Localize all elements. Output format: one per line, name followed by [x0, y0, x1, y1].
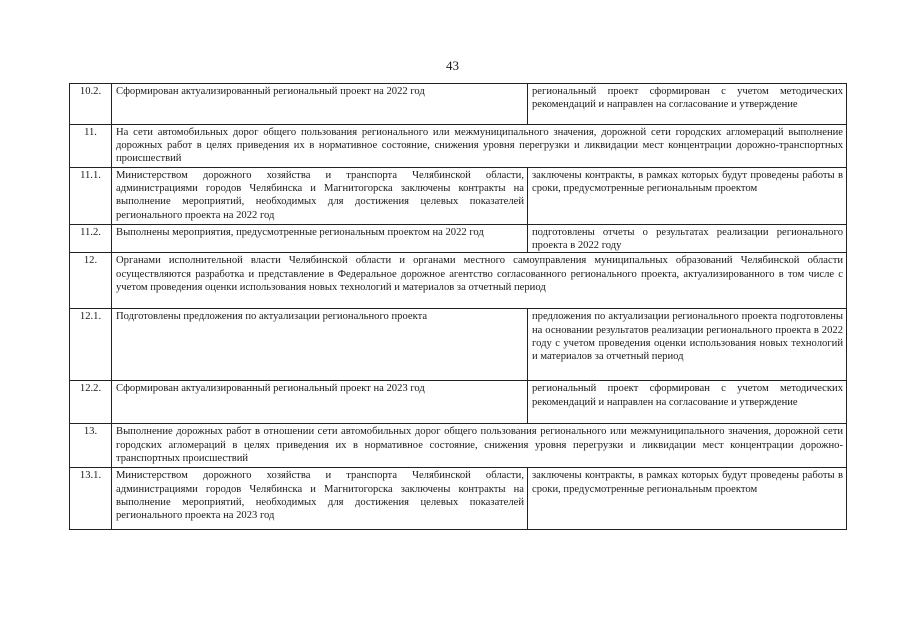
row-task: Выполнение дорожных работ в отношении сети автомобильных дорог общего пользования регионального или межмуниципального значения, дорожной сети городских агломераций в целях приведения их в нормативное состояние, снижения уровня перегрузки и ликвидации мест концентрации дорожно-транспортных происшествий: [112, 424, 847, 468]
row-number: 12.2.: [70, 381, 112, 424]
table-row: [70, 253, 847, 309]
row-number: 13.1.: [70, 468, 112, 530]
row-number: 11.1.: [70, 168, 112, 225]
row-characteristic: предложения по актуализации регионального проекта подготовлены на основании результатов реализации регионального проекта в 2022 году с учетом проведения оценки использования новых технологий и материалов за отчетный период: [528, 309, 847, 381]
row-result: Министерством дорожного хозяйства и транспорта Челябинской области, администрациями городов Челябинска и Магнитогорска заключены контракты на выполнение мероприятий, необходимых для достижения целевых показателей регионального проекта на 2023 год: [112, 468, 528, 530]
row-characteristic: региональный проект сформирован с учетом методических рекомендаций и направлен на согласование и утверждение: [528, 381, 847, 424]
row-characteristic: заключены контракты, в рамках которых будут проведены работы в сроки, предусмотренные региональным проектом: [528, 468, 847, 530]
row-task: Органами исполнительной власти Челябинской области и органами местного самоуправления муниципальных образований Челябинской области осуществляются разработка и представление в Федеральное дорожное агентство согласованного регионального проекта, актуализированного в том числе с учетом проведения оценки использования новых технологий и материалов за отчетный период: [112, 253, 847, 309]
table-row: [70, 468, 847, 530]
page-number: 43: [446, 58, 459, 73]
row-characteristic: подготовлены отчеты о результатах реализации регионального проекта в 2022 году: [528, 225, 847, 253]
row-number: 12.: [70, 253, 112, 309]
table-row: [70, 424, 847, 468]
row-number: 13.: [70, 424, 112, 468]
row-characteristic: заключены контракты, в рамках которых будут проведены работы в сроки, предусмотренные региональным проектом: [528, 168, 847, 225]
table-row: [70, 381, 847, 424]
row-number: 12.1.: [70, 309, 112, 381]
row-result: Министерством дорожного хозяйства и транспорта Челябинской области, администрациями городов Челябинска и Магнитогорска заключены контракты на выполнение мероприятий, необходимых для достижения целевых показателей регионального проекта на 2022 год: [112, 168, 528, 225]
row-result: Подготовлены предложения по актуализации регионального проекта: [112, 309, 528, 381]
row-characteristic: региональный проект сформирован с учетом методических рекомендаций и направлен на согласование и утверждение: [528, 84, 847, 125]
row-number: 11.2.: [70, 225, 112, 253]
table-row: [70, 84, 847, 125]
row-result: Сформирован актуализированный региональный проект на 2022 год: [112, 84, 528, 125]
measures-table: [69, 83, 847, 530]
table-row: [70, 125, 847, 168]
table-row: [70, 225, 847, 253]
table-row: [70, 168, 847, 225]
row-task: На сети автомобильных дорог общего пользования регионального или межмуниципального значения, дорожной сети городских агломераций выполнение дорожных работ в целях приведения их в нормативное состояние, снижения уровня перегрузки и ликвидации мест концентрации дорожно-транспортных происшествий: [112, 125, 847, 168]
table-row: [70, 309, 847, 381]
row-number: 10.2.: [70, 84, 112, 125]
row-number: 11.: [70, 125, 112, 168]
row-result: Выполнены мероприятия, предусмотренные региональным проектом на 2022 год: [112, 225, 528, 253]
row-result: Сформирован актуализированный региональный проект на 2023 год: [112, 381, 528, 424]
